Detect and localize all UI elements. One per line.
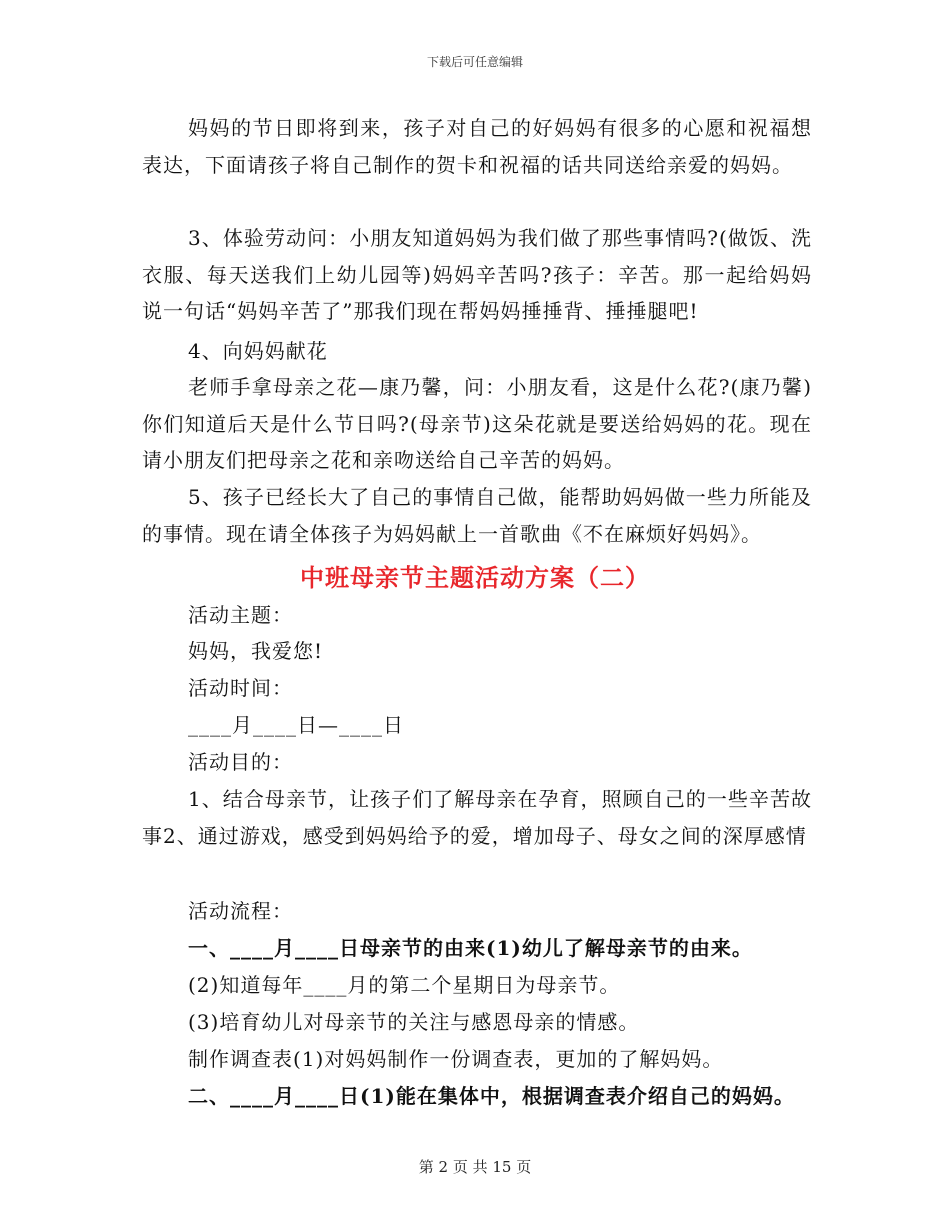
paragraph-step-4: 老师手拿母亲之花—康乃馨，问：小朋友看，这是什么花?(康乃馨)你们知道后天是什么节日吗?(母亲节)这朵花就是要送给妈妈的花。现在请小朋友们把母亲之花和亲吻送给自己辛苦的妈妈。	[142, 375, 812, 472]
process-step-1-item-2: (2)知道每年____月的第二个星期日为母亲节。	[188, 973, 621, 997]
process-step-1: 一、____月____日母亲节的由来(1)幼儿了解母亲节的由来。	[188, 936, 753, 960]
activity-theme-label: 活动主题：	[188, 603, 293, 627]
activity-process-label: 活动流程：	[188, 899, 293, 923]
paragraph-step-5: 5、孩子已经长大了自己的事情自己做，能帮助妈妈做一些力所能及的事情。现在请全体孩子为妈妈献上一首歌曲《不在麻烦好妈妈》。	[142, 485, 812, 546]
activity-time-value: ____月____日—____日	[188, 713, 404, 737]
process-step-1-item-3: (3)培育幼儿对母亲节的关注与感恩母亲的情感。	[188, 1010, 640, 1034]
process-step-2: 二、____月____日(1)能在集体中，根据调查表介绍自己的妈妈。	[188, 1084, 795, 1108]
paragraph-step-4-heading: 4、向妈妈献花	[188, 339, 328, 363]
page-number: 第 2 页 共 15 页	[418, 1158, 532, 1176]
activity-theme-value: 妈妈，我爱您!	[188, 639, 324, 663]
activity-goal-text: 1、结合母亲节，让孩子们了解母亲在孕育，照顾自己的一些辛苦故事2、通过游戏，感受到妈妈给予的爱，增加母子、母女之间的深厚感情	[142, 787, 812, 848]
paragraph-intro: 妈妈的节日即将到来，孩子对自己的好妈妈有很多的心愿和祝福想表达，下面请孩子将自己制作的贺卡和祝福的话共同送给亲爱的妈妈。	[142, 116, 812, 177]
activity-goal-label: 活动目的：	[188, 750, 293, 774]
paragraph-step-3: 3、体验劳动问：小朋友知道妈妈为我们做了那些事情吗?(做饭、洗衣服、每天送我们上幼儿园等)妈妈辛苦吗?孩子：辛苦。那一起给妈妈说一句话“妈妈辛苦了”那我们现在帮妈妈捶捶背、捶捶腿吧!	[142, 226, 812, 323]
activity-time-label: 活动时间：	[188, 676, 293, 700]
process-survey: 制作调查表(1)对妈妈制作一份调查表，更加的了解妈妈。	[188, 1047, 724, 1071]
header-note: 下载后可任意编辑	[426, 55, 523, 69]
section-title: 中班母亲节主题活动方案（二）	[300, 564, 650, 592]
